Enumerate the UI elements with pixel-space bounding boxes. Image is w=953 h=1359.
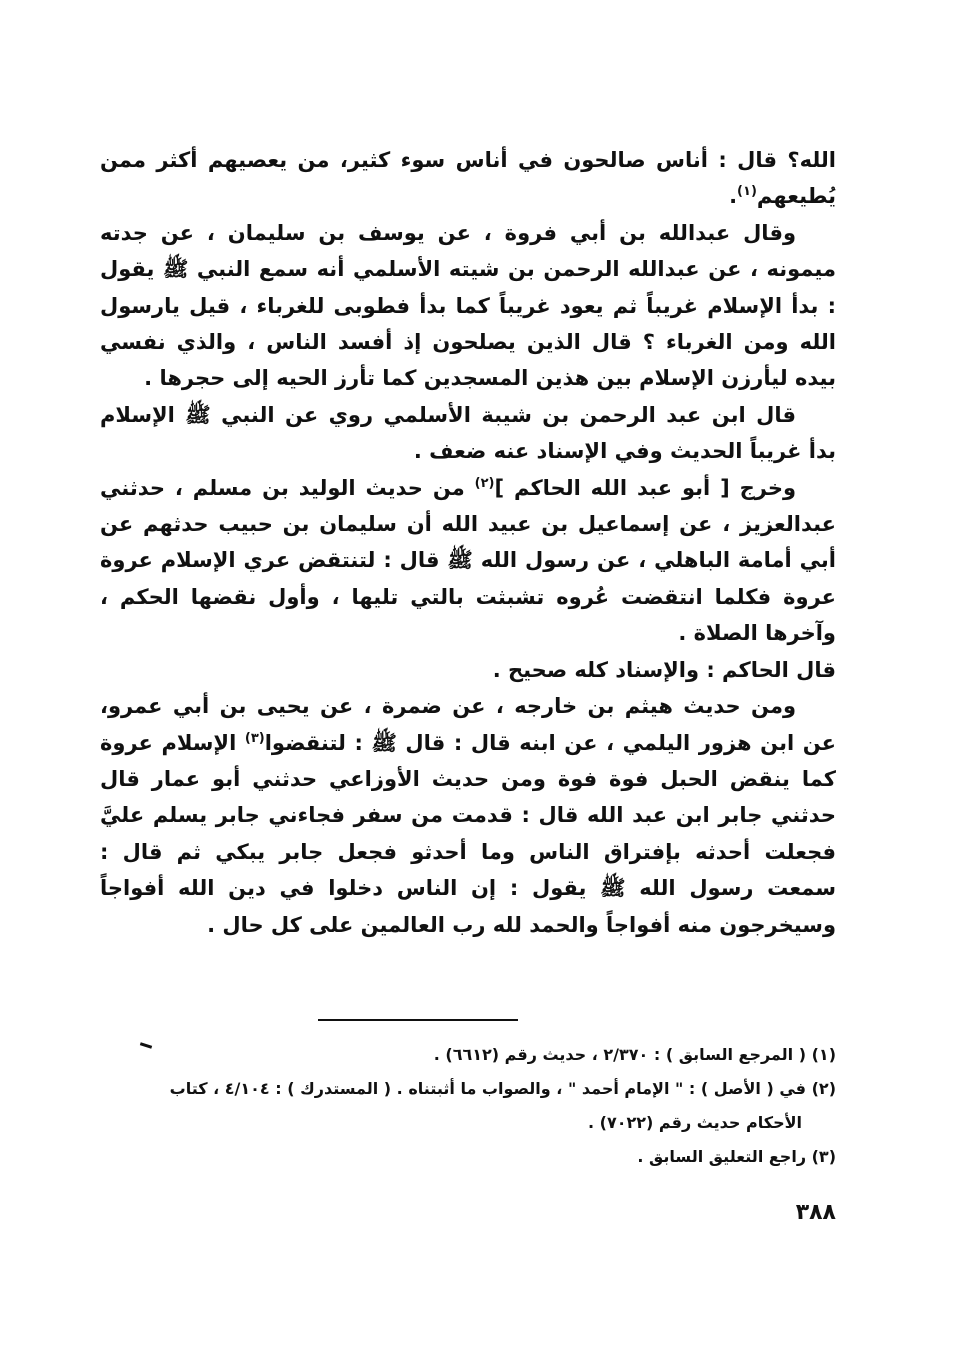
paragraph-1-text: الله؟ قال : أناس صالحون في أناس سوء كثير، من يعصيهم أكثر ممن يُطيعهم [100, 148, 836, 209]
main-text [100, 142, 836, 943]
footnote-2-number: (٢) [811, 1079, 836, 1098]
paragraph-1 [100, 142, 836, 215]
footnote-3 [100, 1140, 836, 1174]
paragraph-4-rest: من حديث الوليد بن مسلم ، حدثني عبدالعزيز ، عن إسماعيل بن عبيد الله أن سليمان بن حبيب حدثهم عن أبي أمامة الباهلي ، عن رسول الله ﷺ قال : لتنتقض عري الإسلام عروة عروة فكلما انتقضت عُروه تشبثت بالتي تليها ، وأول نقضها الحكم ، وآخرها الصلاة . [100, 475, 836, 646]
footnote-ref-2[interactable]: (٢) [474, 475, 495, 491]
footnote-ref-1[interactable]: (١) [737, 184, 757, 200]
footnote-3-text: راجع التعليق السابق . [637, 1147, 807, 1166]
paragraph-2: وقال عبدالله بن أبي فروة ، عن يوسف بن سليمان ، عن جدته ميمونه ، عن عبدالله الرحمن بن شيته الأسلمي أنه سمع النبي ﷺ يقول : بدأ الإسلام غريباً ثم يعود غريباً كما بدأ فطوبى للغرباء ، قيل يارسول الله ومن الغرباء ؟ قال الذين يصلحون إذ أفسد الناس ، والذي نفسي بيده ليأرزن الإسلام بين هذين المسجدين كما تأرز الحيه إلى حجرها . [100, 220, 836, 391]
footnotes [100, 1038, 836, 1174]
paragraph-4 [100, 470, 836, 652]
footnote-1-text: ( المرجع السابق ) : ٢/٣٧٠ ، حديث رقم (٦٦١٢) . [433, 1045, 807, 1064]
paragraph-1-end: . [729, 184, 738, 209]
page-number: ٣٨٨ [795, 1200, 836, 1225]
paragraph-6-start: ومن حديث هيثم بن خارجه ، عن ضمرة ، عن يحيى بن أبي عمرو، عن ابن هزور اليلمي ، عن ابنه قال : قال ﷺ : لتنقضوا [100, 694, 836, 755]
paragraph-3: قال ابن عبد الرحمن بن شيبة الأسلمي روي عن النبي ﷺ الإسلام بدأ غريباً الحديث وفي الإسناد عنه ضعف . [100, 402, 836, 464]
footnote-1-number: (١) [811, 1045, 836, 1064]
footnote-1 [100, 1038, 836, 1072]
paragraph-6 [100, 688, 836, 943]
footnote-ref-3[interactable]: (٣) [244, 730, 265, 746]
paragraph-6-rest: الإسلام عروة كما ينقض الحبل فوة فوة ومن حديث الأوزاعي حدثني أبو عمار قال حدثني جابر ابن عبد الله قال : قدمت من سفر فجاءني جابر يسلم عليَّ فجعلت أحدثه بإفتراق الناس وما أحدثو فجعل جابر يبكي ثم قال : سمعت رسول الله ﷺ يقول : إن الناس دخلوا في دين الله أفواجاً وسيخرجون منه أفواجاً والحمد لله رب العالمين على كل حال . [100, 730, 836, 937]
paragraph-4-start: وخرج [ أبو عبد الله الحاكم ] [494, 475, 797, 500]
footnote-2-text: في ( الأصل ) : " الإمام أحمد " ، والصواب ما أثبتناه . ( المستدرك ) : ٤/١٠٤ ، كتاب [169, 1079, 807, 1098]
footnote-2-continuation: الأحكام حديث رقم (٧٠٢٢) . [588, 1113, 802, 1132]
footnote-3-number: (٣) [811, 1147, 836, 1166]
footnote-2 [100, 1072, 836, 1106]
footnote-divider [318, 1019, 518, 1021]
paragraph-5: قال الحاكم : والإسناد كله صحيح . [492, 657, 836, 682]
